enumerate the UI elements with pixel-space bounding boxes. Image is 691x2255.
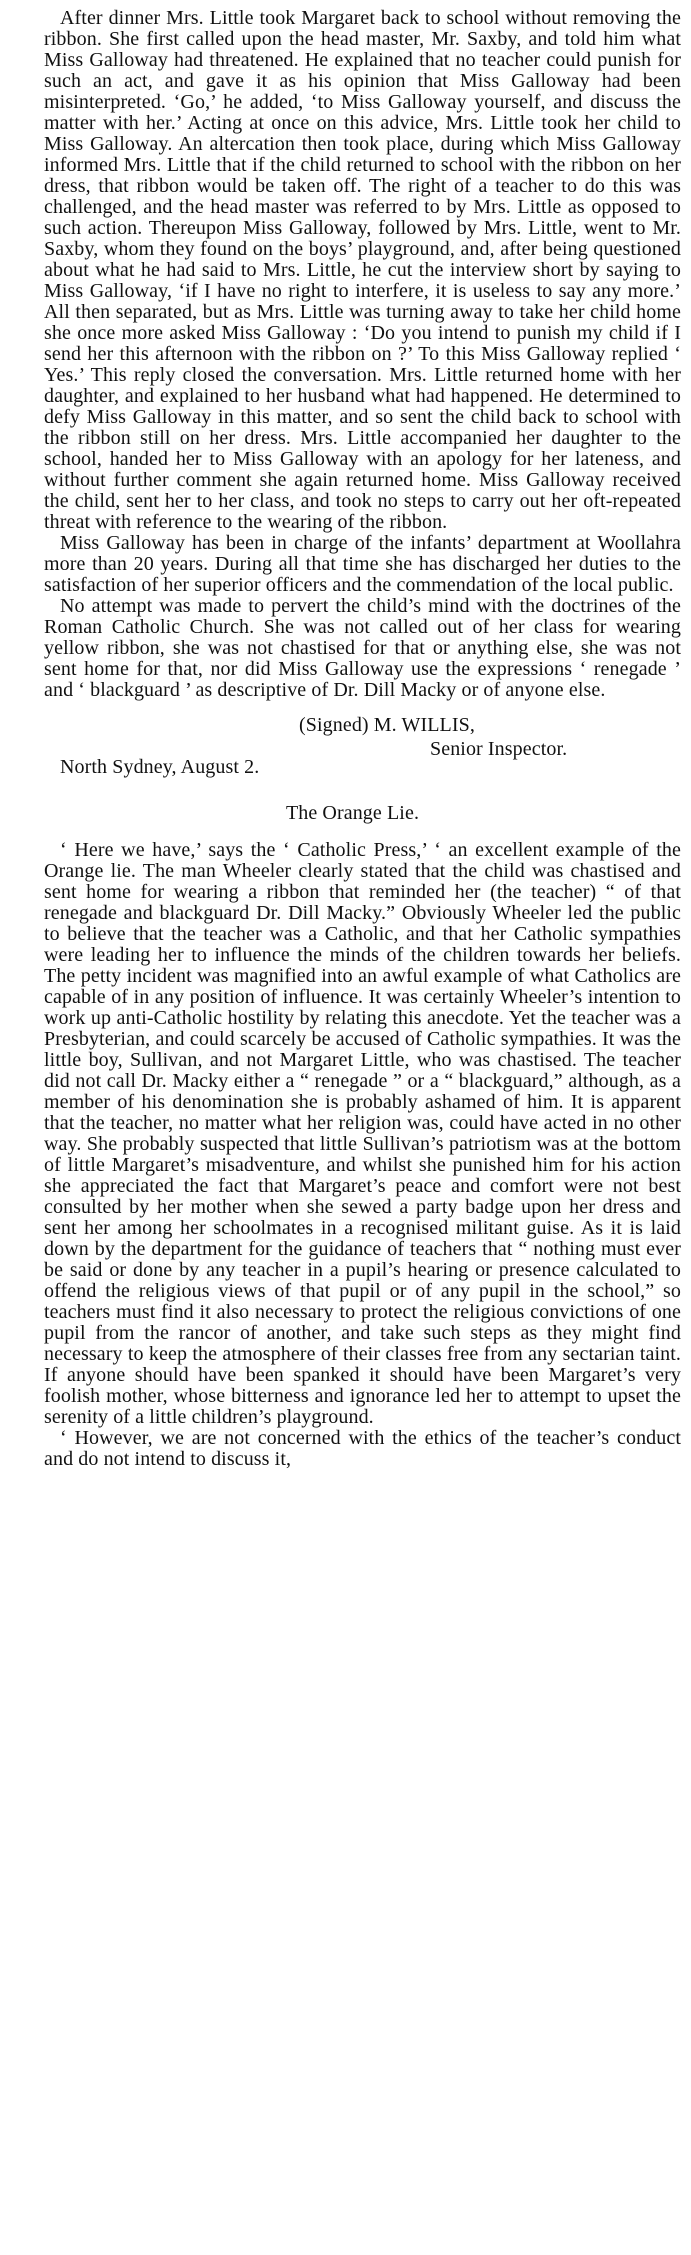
- body-paragraph: ‘ However, we are not concerned with the ethics of the teacher’s conduct and do not intend to discuss it,: [44, 1427, 681, 1470]
- signature-name: (Signed) M. WILLIS,: [299, 714, 475, 736]
- article-paragraph: After dinner Mrs. Little took Margaret back to school without removing the ribbon. She first called upon the head master, Mr. Saxby, and told him what Miss Galloway had threatened. He explained that no teacher could punish for such an act, and gave it as his opinion that Miss Galloway had been misinterpreted. ‘Go,’ he added, ‘to Miss Galloway yourself, and discuss the matter with her.’ Acting at once on this advice, Mrs. Little took her child to Miss Galloway. An altercation then took place, during which Miss Galloway informed Mrs. Little that if the child returned to school with the ribbon on her dress, that ribbon would be taken off. The right of a teacher to do this was challenged, and the head master was referred to by Mrs. Little as opposed to such action. Thereupon Miss Galloway, followed by Mrs. Little, went to Mr. Saxby, whom they found on the boys’ playground, and, after being questioned about what he had said to Mrs. Little, he cut the interview short by saying to Miss Galloway, ‘if I have no right to interfere, it is useless to say any more.’ All then separated, but as Mrs. Little was turning away to take her child home she once more asked Miss Galloway : ‘Do you intend to punish my child if I send her this afternoon with the ribbon on ?’ To this Miss Galloway replied ‘ Yes.’ This reply closed the conversation. Mrs. Little returned home with her daughter, and explained to her husband what had happened. He determined to defy Miss Galloway in this matter, and so sent the child back to school with the ribbon still on her dress. Mrs. Little accompanied her daughter to the school, handed her to Miss Galloway with an apology for her lateness, and without further comment she again returned home. Miss Galloway received the child, sent her to her class, and took no steps to carry out her oft-repeated threat with reference to the wearing of the ribbon.: [44, 7, 681, 533]
- signature-block: [44, 715, 681, 779]
- section-heading: The Orange Lie.: [285, 802, 420, 824]
- signature-title: Senior Inspector.: [430, 738, 568, 760]
- body-paragraph: ‘ Here we have,’ says the ‘ Catholic Press,’ ‘ an excellent example of the Orange lie. The man Wheeler clearly stated that the child was chastised and sent home for wearing a ribbon that reminded her (the teacher) “ of that renegade and blackguard Dr. Dill Macky.” Obviously Wheeler led the public to believe that the teacher was a Catholic, and that her Catholic sympathies were leading her to influence the minds of the children towards her beliefs. The petty incident was magnified into an awful example of what Catholics are capable of in any position of influence. It was certainly Wheeler’s intention to work up anti-Catholic hostility by relating this anecdote. Yet the teacher was a Presbyterian, and could scarcely be accused of Catholic sympathies. It was the little boy, Sullivan, and not Margaret Little, who was chastised. The teacher did not call Dr. Macky either a “ renegade ” or a “ blackguard,” although, as a member of his denomination she is probably ashamed of him. It is apparent that the teacher, no matter what her religion was, could have acted in no other way. She probably suspected that little Sullivan’s patriotism was at the bottom of little Margaret’s misadventure, and whilst she punished him for his action she appreciated the fact that Margaret’s peace and comfort were not best consulted by her mother when she sewed a party badge upon her dress and sent her among her schoolmates in a recognised militant guise. As it is laid down by the department for the guidance of teachers that “ nothing must ever be said or done by any teacher in a pupil’s hearing or presence calculated to offend the religious views of that pupil or of any pupil in the school,” so teachers must find it also necessary to protect the religious convictions of one pupil from the rancor of another, and take such steps as they might find necessary to keep the atmosphere of their classes free from any sectarian taint. If anyone should have been spanked it should have been Margaret’s very foolish mother, whose bitterness and ignorance led her to attempt to upset the serenity of a little children’s playground.: [44, 839, 681, 1428]
- signature-place-date: North Sydney, August 2.: [60, 756, 260, 778]
- article-paragraph: No attempt was made to pervert the child’s mind with the doctrines of the Roman Catholic Church. She was not called out of her class for wearing yellow ribbon, she was not chastised for that or anything else, she was not sent home for that, nor did Miss Galloway use the expressions ‘ renegade ’ and ‘ blackguard ’ as descriptive of Dr. Dill Macky or of anyone else.: [44, 595, 681, 701]
- article-paragraph: Miss Galloway has been in charge of the infants’ department at Woollahra more than 20 years. During all that time she has discharged her duties to the satisfaction of her superior officers and the commendation of the local public.: [44, 532, 681, 596]
